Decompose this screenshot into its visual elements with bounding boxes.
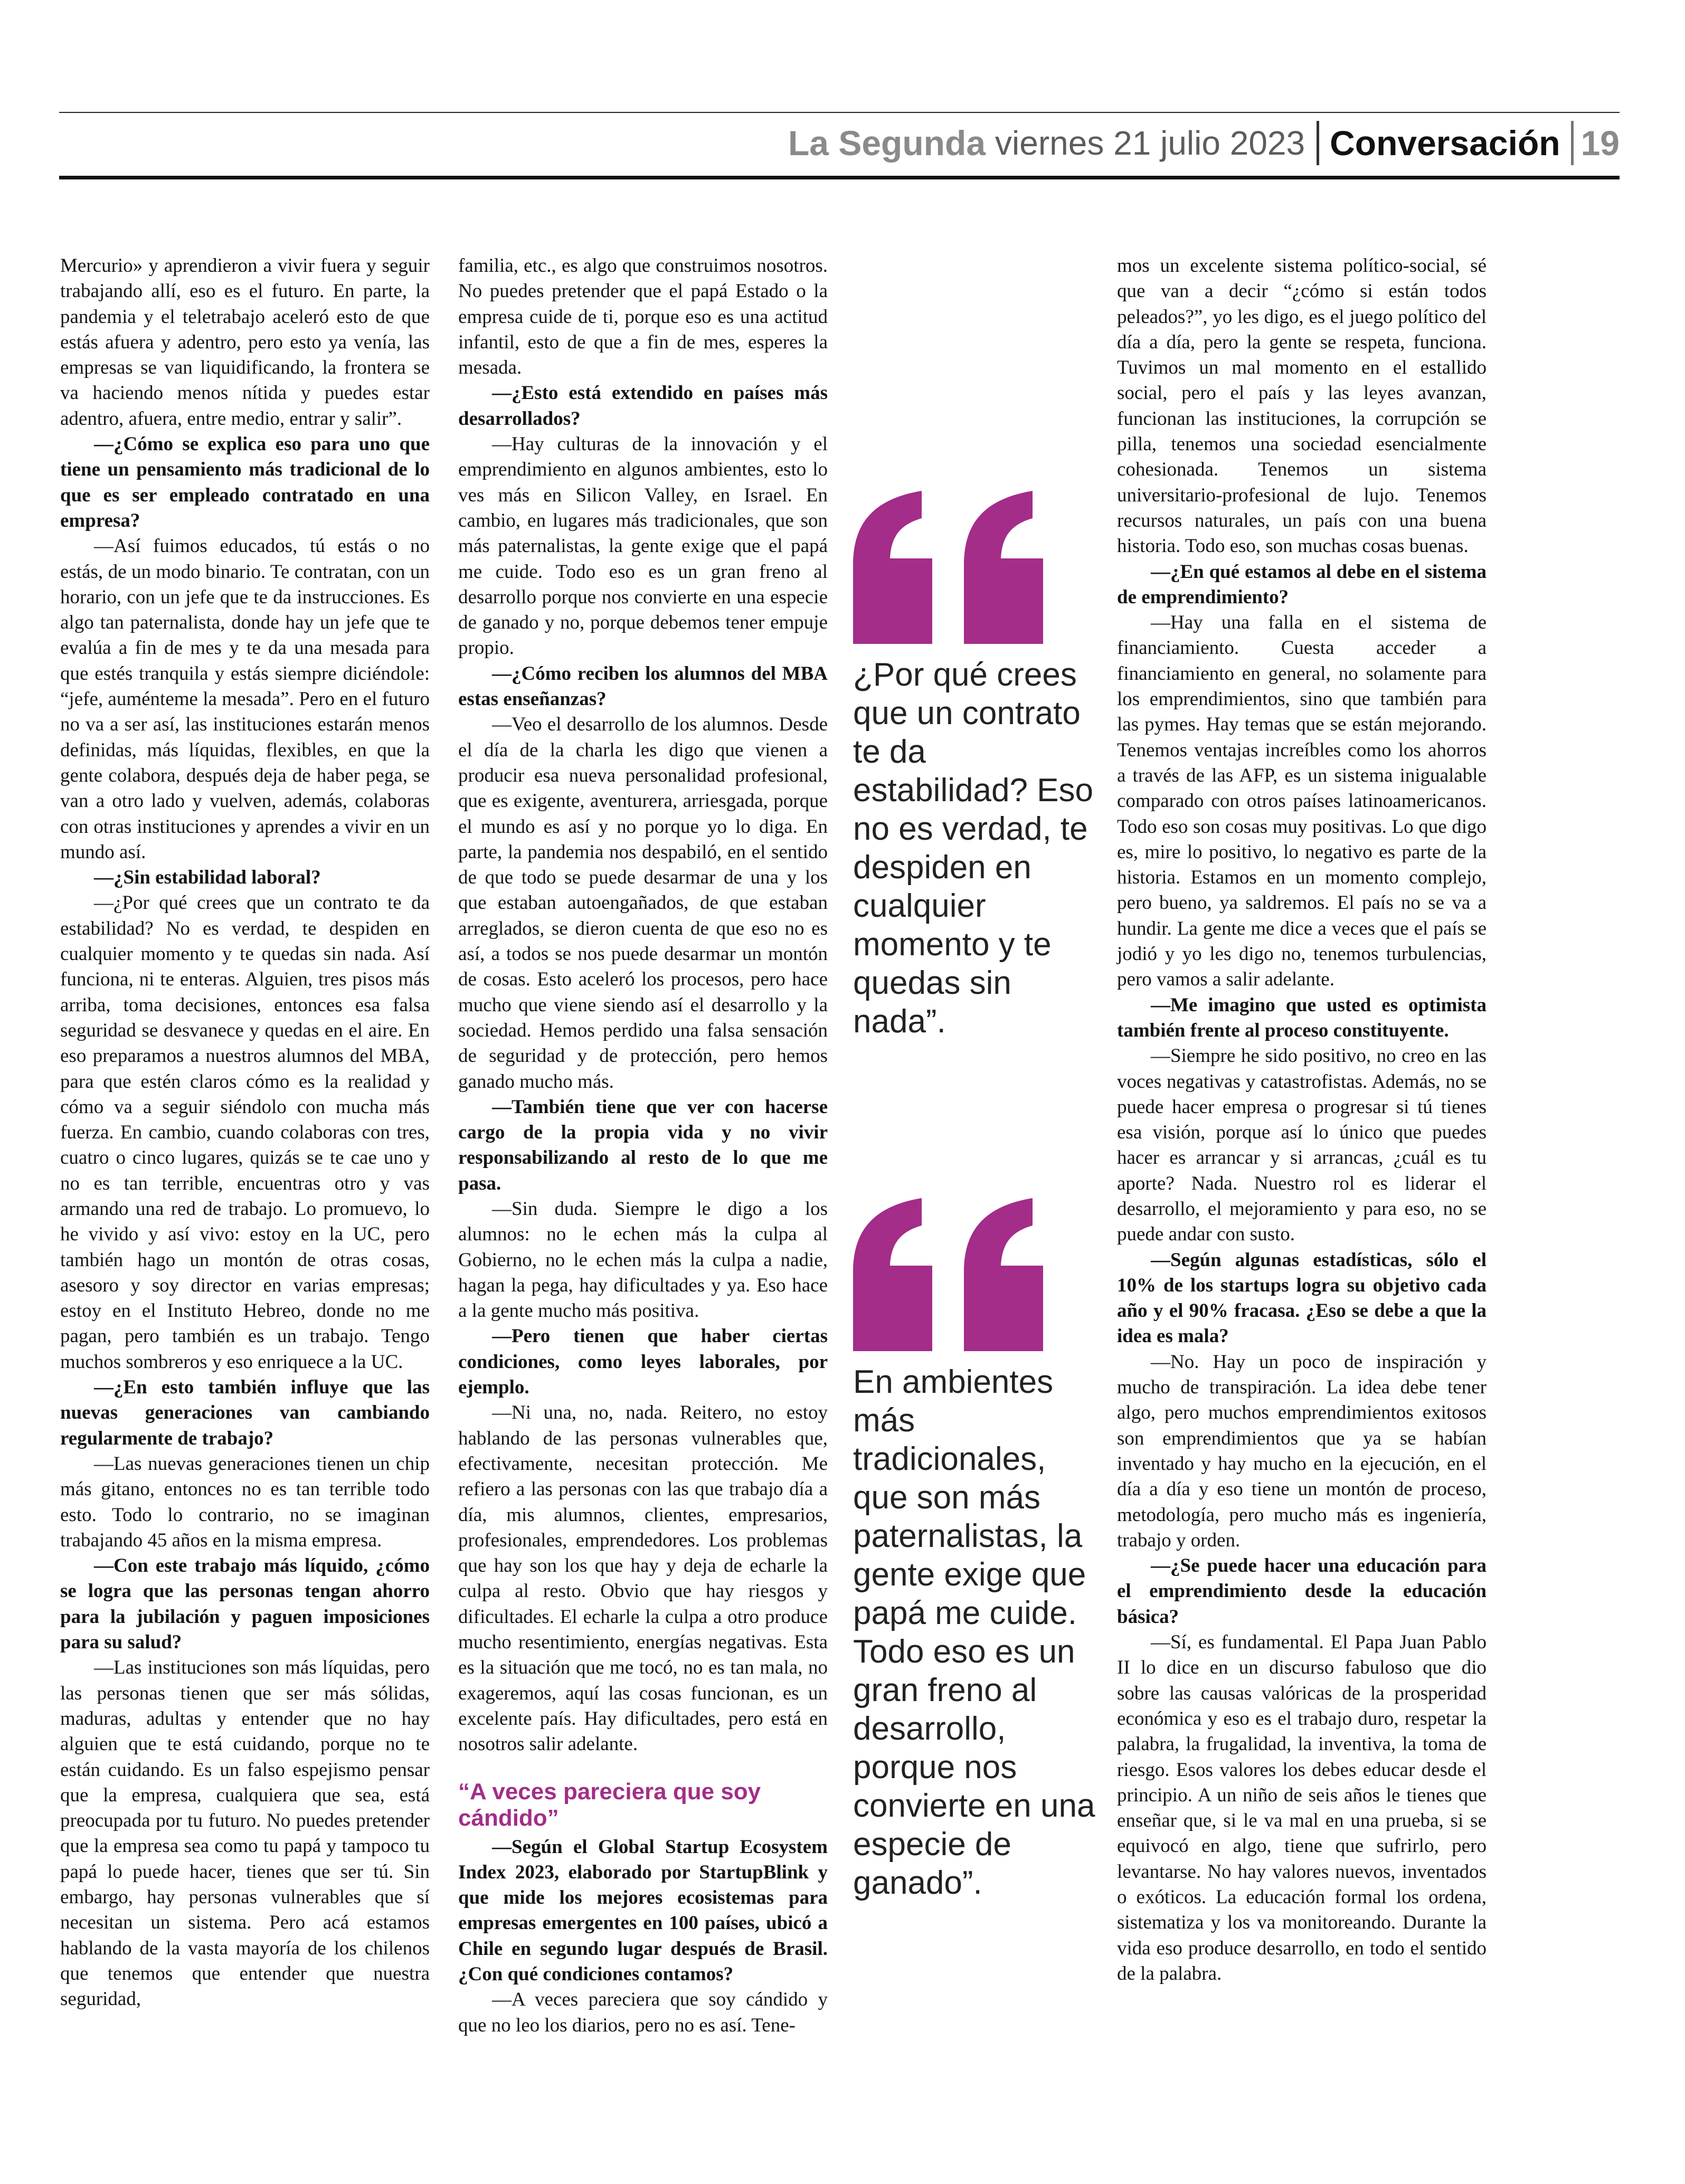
opening-quote-mark-icon — [853, 1198, 1048, 1351]
interview-question: —También tiene que ver con hacerse cargo de la propia vida y no vivir responsabilizando al resto de lo que me pasa. — [458, 1096, 828, 1194]
pullquote-1 — [853, 491, 1106, 1041]
header-divider-2 — [1571, 121, 1574, 165]
interview-answer: —No. Hay un poco de inspiración y mucho de transpiración. La idea debe tener algo, pero muchos emprendimientos exitosos son emprendimientos que ya se habían inventado y hay mucho en la ejecución, en el día a día y eso tiene un montón de proceso, metodología, pero mucho más es ingeniería, trabajo y orden. — [1117, 1351, 1487, 1551]
interview-answer: —Veo el desarrollo de los alumnos. Desde el día de la charla les digo que vienen a producir esa nueva personalidad profesional, que es exigente, aventurera, arriesgada, porque el mundo es así y no porque yo lo diga. En parte, la pandemia nos despabiló, en el sentido de que todo se puede desarmar de una y los que estaban autoengañados, de que estaban arreglados, se dieron cuenta de que eso no es así, a todos se nos puede desarmar un montón de cosas. Esto aceleró los procesos, pero hace mucho que viene siendo así el desarrollo y la sociedad. Hemos perdido una falsa sensación de seguridad y de protección, pero hemos ganado mucho más. — [458, 714, 828, 1093]
interview-answer: —Así fuimos educados, tú estás o no estás, de un modo binario. Te contratan, con un horario, con un jefe que te da instrucciones. Es algo tan paternalista, donde hay un jefe que te evalúa a fin de mes y te da una mesada para que estés tranquila y estás siempre diciéndole: “jefe, auménteme la mesada”. Pero en el futuro no va a ser así, las instituciones estarán menos definidas, más líquidas, flexibles, en que la gente colabora, después deja de haber pega, se van a otro lado y vuelven, además, colaboras con otras instituciones y aprendes a vivir en un mundo así. — [60, 535, 430, 863]
interview-question: —Según el Global Startup Ecosystem Index 2023, elaborado por StartupBlink y que mide los mejores ecosistemas para empresas emergentes en 100 países, ubicó a Chile en segundo lugar después de Brasil. ¿Con qué condiciones contamos? — [458, 1836, 828, 1985]
interview-answer: —Sí, es fundamental. El Papa Juan Pablo II lo dice en un discurso fabuloso que dio sobre las causas valóricas de la prosperidad económica y eso es el trabajo duro, respetar la palabra, la frugalidad, la inventiva, la toma de riesgo. Esos valores los debes educar desde el principio. A un niño de seis años le tienes que enseñar que, si le va mal en una prueba, si se equivocó en algo, tiene que sufrirlo, pero levantarse. No hay valores nuevos, inventados o exóticos. La educación formal los ordena, sistematiza y los va monitoreando. Durante la vida eso produce desarrollo, en todo el sentido de la palabra. — [1117, 1631, 1487, 1984]
article-column-2 — [458, 253, 828, 2038]
article-column-4 — [1117, 253, 1487, 1987]
pullquote-2 — [853, 1198, 1106, 1902]
header-top-rule — [59, 112, 1620, 113]
page-number: 19 — [1580, 124, 1620, 163]
interview-question: —Según algunas estadísticas, sólo el 10% de los startups logra su objetivo cada año y el 90% fracasa. ¿Eso se debe a que la idea es mala? — [1117, 1249, 1487, 1347]
interview-question: —¿Cómo reciben los alumnos del MBA estas enseñanzas? — [458, 662, 828, 710]
opening-quote-mark-icon — [853, 491, 1048, 644]
interview-answer: —Las nuevas generaciones tienen un chip más gitano, entonces no es tan terrible todo esto. Todo lo contrario, no se imaginan trabajando 45 años en la misma empresa. — [60, 1452, 430, 1551]
section-name: Conversación — [1330, 124, 1560, 163]
interview-question: —Me imagino que usted es optimista también frente al proceso constituyente. — [1117, 994, 1487, 1041]
interview-question: —¿Esto está extendido en países más desarrollados? — [458, 382, 828, 430]
interview-answer: —Siempre he sido positivo, no creo en las voces negativas y catastrofistas. Además, no se puede hacer empresa o progresar si tú tienes esa visión, porque así lo único que puedes hacer es arrancar y si arrancas, ¿cuál es tu aporte? Nada. Nuestro rol es liderar el desarrollo, el mejoramiento y para eso, no se puede andar con susto. — [1117, 1045, 1487, 1246]
interview-question: —¿En qué estamos al debe en el sistema de emprendimiento? — [1117, 561, 1487, 608]
interview-answer: —Las instituciones son más líquidas, pero las personas tienen que ser más sólidas, maduras, adultas y entender que no hay alguien que te está cuidando, porque no te están cuidando. Es un falso espejismo pensar que la empresa, cualquiera que sea, está preocupada por tu futuro. No puedes pretender que la empresa sea como tu papá y tampoco tu papá lo puede hacer, tienes que ser tú. Sin embargo, hay personas vulnerables que sí necesitan un sistema. Pero acá estamos hablando de la vasta mayoría de los chilenos que tenemos que entender que nuestra seguridad, — [60, 1657, 430, 2010]
issue-date: viernes 21 julio 2023 — [995, 124, 1305, 162]
section-subheading: “A veces pareciera que soy cándido” — [458, 1778, 761, 1831]
newspaper-name: La Segunda — [788, 124, 986, 163]
interview-answer: —Sin duda. Siempre le digo a los alumnos: no le echen más la culpa al Gobierno, no le echen más la culpa a nadie, hagan la pega, hay dificultades y ya. Eso hace a la gente mucho más positiva. — [458, 1198, 828, 1322]
article-column-1 — [60, 253, 430, 2012]
interview-answer: —¿Por qué crees que un contrato te da estabilidad? No es verdad, te despiden en cualquier momento y te quedas sin nada. Así funciona, ni te enteras. Alguien, tres pisos más arriba, toma decisiones, entonces esa falsa seguridad se desvanece y quedas en el aire. En eso preparamos a nuestros alumnos del MBA, para que estén claros cómo es la realidad y cómo va a seguir siéndolo con mucha más fuerza. En cambio, cuando colaboras con tres, cuatro o cinco lugares, quizás se te cae uno y no es tan terrible, encuentras otro y vas armando una red de trabajo. Lo promuevo, lo he vivido y así vivo: estoy en la UC, pero también hago un montón de otras cosas, asesoro y soy director en varias empresas; estoy en el Instituto Hebreo, donde no me pagan, pero también es un trabajo. Tengo muchos sombreros y eso enriquece a la UC. — [60, 892, 430, 1373]
page-header — [59, 117, 1620, 169]
interview-question: —Pero tienen que haber ciertas condiciones, como leyes laborales, por ejemplo. — [458, 1325, 828, 1399]
interview-question: —¿En esto también influye que las nuevas generaciones van cambiando regularmente de trabajo? — [60, 1376, 430, 1449]
paragraph: Mercurio» y aprendieron a vivir fuera y seguir trabajando allí, eso es el futuro. En parte, la pandemia y el teletrabajo aceleró esto de que estás afuera y adentro, pero esto ya venía, las empresas se van liquidificando, la frontera se va haciendo menos nítida y puedes estar adentro, afuera, entre medio, entrar y salir”. — [60, 255, 430, 430]
header-masthead — [788, 117, 1620, 169]
interview-question: —¿Cómo se explica eso para uno que tiene un pensamiento más tradicional de lo que es ser empleado contratado en una empresa? — [60, 433, 430, 531]
interview-question: —¿Se puede hacer una educación para el emprendimiento desde la educación básica? — [1117, 1555, 1487, 1628]
pullquote-text: En ambientes más tradicionales, que son más paternalistas, la gente exige que papá me cuide. Todo eso es un gran freno al desarrollo, porque nos convierte en una especie de ganado”. — [853, 1364, 1095, 1901]
paragraph: mos un excelente sistema político-social, sé que van a decir “¿cómo si están todos peleados?”, yo les digo, es el juego político del día a día, pero la gente se respeta, funciona. Tuvimos un mal momento en el estallido social, pero el país y las leyes avanzan, funcionan las instituciones, la corrupción se pilla, tenemos una sociedad esencialmente cohesionada. Tenemos un sistema universitario-profesional de lujo. Tenemos recursos naturales, un país con una buena historia. Todo eso, son muchas cosas buenas. — [1117, 255, 1487, 557]
interview-answer: —Ni una, no, nada. Reitero, no estoy hablando de las personas vulnerables que, efectivamente, necesitan protección. Me refiero a las personas con las que trabajo día a día, mis alumnos, clientes, empresarios, profesionales, emprendedores. Los problemas que hay son los que hay y deja de echarle la culpa al resto. Obvio que hay riesgos y dificultades. El echarle la culpa a otro produce mucho resentimiento, energías negativas. Esta es la situación que me tocó, no es tan mala, no exageremos, aquí las cosas funcionan, es un excelente país. Hay dificultades, pero está en nosotros salir adelante. — [458, 1402, 828, 1755]
interview-question: —¿Sin estabilidad laboral? — [94, 867, 321, 889]
header-divider — [1317, 121, 1319, 165]
interview-answer: —A veces pareciera que soy cándido y que no leo los diarios, pero no es así. Tene- — [458, 1989, 828, 2036]
interview-question: —Con este trabajo más líquido, ¿cómo se logra que las personas tengan ahorro para la jubilación y paguen imposiciones para su salud? — [60, 1555, 430, 1654]
paragraph: familia, etc., es algo que construimos nosotros. No puedes pretender que el papá Estado o la empresa cuide de ti, porque eso es una actitud infantil, esto de que a fin de mes, esperes la mesada. — [458, 255, 828, 379]
pullquote-text: ¿Por qué crees que un contrato te da estabilidad? Eso no es verdad, te despiden en cualquier momento y te quedas sin nada”. — [853, 657, 1093, 1040]
interview-answer: —Hay una falla en el sistema de financiamiento. Cuesta acceder a financiamiento en general, no solamente para los emprendimientos, sino que también para las pymes. Hay temas que se están mejorando. Tenemos ventajas increíbles como los ahorros a través de las AFP, es un sistema inigualable comparado con otros países latinoamericanos. Todo eso son cosas muy positivas. Lo que digo es, mire lo positivo, lo negativo es parte de la historia. Estamos en un momento complejo, pero bueno, ya saldremos. El país no se va a hundir. La gente me dice a veces que el país se jodió y yo les digo no, tenemos turbulencias, pero vamos a salir adelante. — [1117, 612, 1487, 991]
interview-answer: —Hay culturas de la innovación y el emprendimiento en algunos ambientes, esto lo ves más en Silicon Valley, en Israel. En cambio, en lugares más tradicionales, que son más paternalistas, la gente exige que el papá me cuide. Todo eso es un gran freno al desarrollo porque nos convierte en una especie de ganado y no, porque debemos tener empuje propio. — [458, 433, 828, 659]
header-bottom-rule — [59, 176, 1620, 179]
